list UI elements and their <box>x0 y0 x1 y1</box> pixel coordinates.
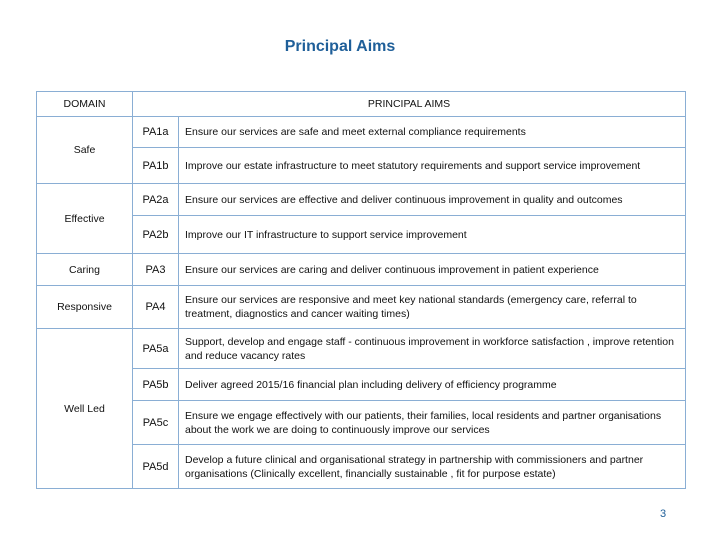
aim-code: PA2a <box>133 184 179 216</box>
aim-code: PA3 <box>133 254 179 286</box>
table-header-row <box>37 92 686 117</box>
aim-description: Ensure we engage effectively with our patients, their families, local residents and partner organisations about the work we are doing to continuously improve our services <box>179 401 686 445</box>
table-row <box>37 117 686 148</box>
table-row <box>37 148 686 184</box>
aim-description: Ensure our services are caring and deliver continuous improvement in patient experience <box>179 254 686 286</box>
aim-description: Ensure our services are safe and meet external compliance requirements <box>179 117 686 148</box>
aim-code: PA4 <box>133 286 179 329</box>
table-row <box>37 286 686 329</box>
table-row <box>37 401 686 445</box>
domain-caring: Caring <box>37 254 133 286</box>
table-row <box>37 445 686 489</box>
domain-responsive: Responsive <box>37 286 133 329</box>
aim-code: PA5a <box>133 329 179 369</box>
domain-well-led: Well Led <box>37 329 133 489</box>
aim-code: PA5c <box>133 401 179 445</box>
domain-effective: Effective <box>37 184 133 254</box>
domain-safe: Safe <box>37 117 133 184</box>
aim-description: Deliver agreed 2015/16 financial plan including delivery of efficiency programme <box>179 369 686 401</box>
aim-description: Ensure our services are responsive and meet key national standards (emergency care, referral to treatment, diagnostics and cancer waiting times) <box>179 286 686 329</box>
aim-description: Support, develop and engage staff - continuous improvement in workforce satisfaction , improve retention and reduce vacancy rates <box>179 329 686 369</box>
aim-description: Improve our estate infrastructure to meet statutory requirements and support service improvement <box>179 148 686 184</box>
table-row <box>37 329 686 369</box>
table-row <box>37 184 686 216</box>
aim-code: PA1b <box>133 148 179 184</box>
aim-code: PA2b <box>133 216 179 254</box>
principal-aims-header: PRINCIPAL AIMS <box>133 92 686 117</box>
aim-description: Develop a future clinical and organisational strategy in partnership with commissioners and partner organisations (Clinically excellent, financially sustainable , fit for purpose estate) <box>179 445 686 489</box>
table-row <box>37 369 686 401</box>
domain-header: DOMAIN <box>37 92 133 117</box>
aim-code: PA1a <box>133 117 179 148</box>
page-number: 3 <box>660 508 667 520</box>
table-row <box>37 216 686 254</box>
aim-code: PA5b <box>133 369 179 401</box>
aim-description: Improve our IT infrastructure to support service improvement <box>179 216 686 254</box>
table-row <box>37 254 686 286</box>
principal-aims-table <box>36 91 686 489</box>
aim-description: Ensure our services are effective and deliver continuous improvement in quality and outcomes <box>179 184 686 216</box>
aim-code: PA5d <box>133 445 179 489</box>
page-title: Principal Aims <box>284 38 396 55</box>
